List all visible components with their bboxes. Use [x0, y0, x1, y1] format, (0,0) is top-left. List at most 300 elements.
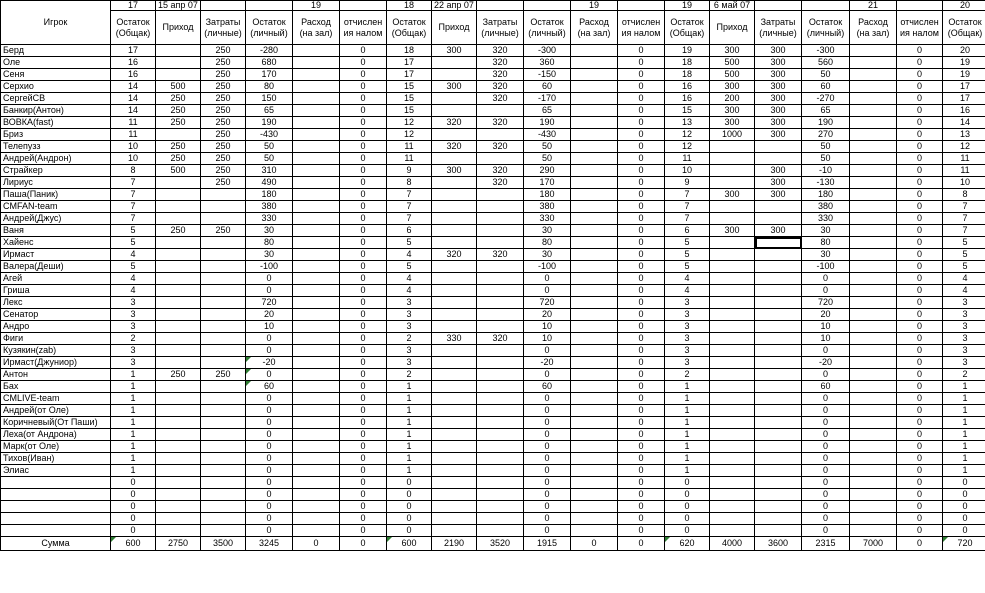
value-cell[interactable]: 0: [802, 393, 850, 405]
player-name-cell[interactable]: [1, 477, 111, 489]
value-cell[interactable]: 0: [897, 45, 943, 57]
value-cell[interactable]: 0: [618, 273, 665, 285]
value-cell[interactable]: 0: [802, 525, 850, 537]
value-cell[interactable]: -300: [524, 45, 571, 57]
value-cell[interactable]: 380: [802, 201, 850, 213]
value-cell[interactable]: 0: [897, 285, 943, 297]
value-cell[interactable]: 0: [340, 165, 387, 177]
value-cell[interactable]: 15: [387, 105, 432, 117]
value-cell[interactable]: [201, 405, 246, 417]
value-cell[interactable]: 19: [943, 57, 985, 69]
value-cell[interactable]: 0: [618, 189, 665, 201]
value-cell[interactable]: [432, 381, 477, 393]
value-cell[interactable]: [850, 105, 897, 117]
value-cell[interactable]: [293, 345, 340, 357]
value-cell[interactable]: [432, 525, 477, 537]
value-cell[interactable]: [755, 213, 802, 225]
value-cell[interactable]: 0: [340, 285, 387, 297]
value-cell[interactable]: [571, 93, 618, 105]
value-cell[interactable]: 7: [387, 201, 432, 213]
value-cell[interactable]: [293, 297, 340, 309]
value-cell[interactable]: 0: [897, 357, 943, 369]
value-cell[interactable]: 0: [618, 285, 665, 297]
value-cell[interactable]: 0: [340, 141, 387, 153]
value-cell[interactable]: [477, 393, 524, 405]
value-cell[interactable]: [156, 69, 201, 81]
player-name-cell[interactable]: Хайенс: [1, 237, 111, 249]
value-cell[interactable]: 0: [111, 525, 156, 537]
player-name-cell[interactable]: Андро: [1, 321, 111, 333]
value-cell[interactable]: 0: [802, 477, 850, 489]
value-cell[interactable]: [293, 273, 340, 285]
value-cell[interactable]: 0: [802, 369, 850, 381]
value-cell[interactable]: [710, 501, 755, 513]
value-cell[interactable]: [850, 165, 897, 177]
value-cell[interactable]: [710, 429, 755, 441]
sum-cell[interactable]: 620: [665, 537, 710, 551]
value-cell[interactable]: 0: [340, 369, 387, 381]
value-cell[interactable]: 7: [665, 189, 710, 201]
value-cell[interactable]: [755, 429, 802, 441]
player-name-cell[interactable]: Страйкер: [1, 165, 111, 177]
value-cell[interactable]: 0: [340, 321, 387, 333]
value-cell[interactable]: 0: [897, 69, 943, 81]
value-cell[interactable]: 16: [111, 57, 156, 69]
value-cell[interactable]: 0: [246, 345, 293, 357]
player-name-cell[interactable]: Лекс: [1, 297, 111, 309]
value-cell[interactable]: 0: [340, 129, 387, 141]
value-cell[interactable]: [293, 93, 340, 105]
value-cell[interactable]: [156, 501, 201, 513]
value-cell[interactable]: 65: [524, 105, 571, 117]
value-cell[interactable]: [477, 153, 524, 165]
value-cell[interactable]: [710, 309, 755, 321]
value-cell[interactable]: [755, 513, 802, 525]
value-cell[interactable]: 680: [246, 57, 293, 69]
top-cell[interactable]: 20: [943, 1, 985, 11]
value-cell[interactable]: [477, 381, 524, 393]
value-cell[interactable]: 0: [340, 189, 387, 201]
sum-cell[interactable]: 2315: [802, 537, 850, 551]
value-cell[interactable]: 0: [246, 489, 293, 501]
value-cell[interactable]: 16: [943, 105, 985, 117]
value-cell[interactable]: -430: [246, 129, 293, 141]
column-header[interactable]: отчислен ия налом: [340, 11, 387, 45]
value-cell[interactable]: 7: [111, 201, 156, 213]
value-cell[interactable]: 18: [665, 69, 710, 81]
value-cell[interactable]: 4: [387, 285, 432, 297]
value-cell[interactable]: 0: [618, 465, 665, 477]
value-cell[interactable]: 250: [156, 153, 201, 165]
value-cell[interactable]: [571, 153, 618, 165]
value-cell[interactable]: 1: [665, 429, 710, 441]
value-cell[interactable]: 0: [524, 441, 571, 453]
value-cell[interactable]: 0: [943, 477, 985, 489]
value-cell[interactable]: [156, 57, 201, 69]
value-cell[interactable]: 0: [665, 513, 710, 525]
value-cell[interactable]: -100: [246, 261, 293, 273]
value-cell[interactable]: 10: [802, 333, 850, 345]
value-cell[interactable]: 0: [618, 489, 665, 501]
value-cell[interactable]: 1: [387, 405, 432, 417]
value-cell[interactable]: 3: [111, 297, 156, 309]
value-cell[interactable]: 7: [111, 177, 156, 189]
value-cell[interactable]: [755, 333, 802, 345]
value-cell[interactable]: 30: [802, 249, 850, 261]
value-cell[interactable]: [432, 93, 477, 105]
value-cell[interactable]: [710, 153, 755, 165]
value-cell[interactable]: 4: [111, 273, 156, 285]
value-cell[interactable]: [432, 489, 477, 501]
value-cell[interactable]: [477, 297, 524, 309]
value-cell[interactable]: [850, 273, 897, 285]
value-cell[interactable]: -20: [802, 357, 850, 369]
value-cell[interactable]: 14: [111, 93, 156, 105]
value-cell[interactable]: [432, 189, 477, 201]
value-cell[interactable]: 1: [665, 465, 710, 477]
value-cell[interactable]: [432, 453, 477, 465]
value-cell[interactable]: -280: [246, 45, 293, 57]
value-cell[interactable]: [201, 489, 246, 501]
value-cell[interactable]: 12: [665, 129, 710, 141]
value-cell[interactable]: [710, 489, 755, 501]
value-cell[interactable]: 0: [897, 57, 943, 69]
value-cell[interactable]: [293, 501, 340, 513]
value-cell[interactable]: [477, 477, 524, 489]
value-cell[interactable]: 8: [111, 165, 156, 177]
player-name-cell[interactable]: Бриз: [1, 129, 111, 141]
value-cell[interactable]: 0: [340, 333, 387, 345]
value-cell[interactable]: 0: [524, 477, 571, 489]
value-cell[interactable]: [755, 261, 802, 273]
value-cell[interactable]: 320: [477, 81, 524, 93]
value-cell[interactable]: 11: [665, 153, 710, 165]
value-cell[interactable]: [201, 525, 246, 537]
player-name-cell[interactable]: Коричневый(От Паши): [1, 417, 111, 429]
value-cell[interactable]: [710, 321, 755, 333]
value-cell[interactable]: [755, 405, 802, 417]
value-cell[interactable]: [477, 189, 524, 201]
value-cell[interactable]: 3: [943, 345, 985, 357]
value-cell[interactable]: 0: [524, 285, 571, 297]
value-cell[interactable]: 320: [432, 249, 477, 261]
value-cell[interactable]: [755, 309, 802, 321]
value-cell[interactable]: 330: [524, 213, 571, 225]
value-cell[interactable]: 0: [340, 81, 387, 93]
value-cell[interactable]: -10: [802, 165, 850, 177]
player-name-cell[interactable]: Леха(от Андрона): [1, 429, 111, 441]
value-cell[interactable]: 1: [665, 393, 710, 405]
column-header[interactable]: Приход: [156, 11, 201, 45]
value-cell[interactable]: 2: [387, 369, 432, 381]
value-cell[interactable]: 0: [340, 441, 387, 453]
value-cell[interactable]: [432, 237, 477, 249]
value-cell[interactable]: [432, 369, 477, 381]
value-cell[interactable]: 720: [524, 297, 571, 309]
value-cell[interactable]: 1: [111, 417, 156, 429]
value-cell[interactable]: 14: [111, 81, 156, 93]
value-cell[interactable]: [571, 285, 618, 297]
column-header[interactable]: Остаток (Общак): [111, 11, 156, 45]
value-cell[interactable]: 1: [111, 465, 156, 477]
sum-cell[interactable]: 3520: [477, 537, 524, 551]
value-cell[interactable]: [571, 393, 618, 405]
value-cell[interactable]: -20: [246, 357, 293, 369]
value-cell[interactable]: [710, 273, 755, 285]
value-cell[interactable]: [201, 453, 246, 465]
value-cell[interactable]: 0: [897, 501, 943, 513]
value-cell[interactable]: 1: [111, 429, 156, 441]
value-cell[interactable]: 0: [665, 501, 710, 513]
value-cell[interactable]: 60: [524, 81, 571, 93]
value-cell[interactable]: [201, 357, 246, 369]
value-cell[interactable]: [710, 393, 755, 405]
player-name-cell[interactable]: СергейСВ: [1, 93, 111, 105]
value-cell[interactable]: -100: [524, 261, 571, 273]
value-cell[interactable]: 0: [246, 429, 293, 441]
value-cell[interactable]: 3: [943, 357, 985, 369]
value-cell[interactable]: [156, 417, 201, 429]
value-cell[interactable]: 3: [387, 321, 432, 333]
value-cell[interactable]: 0: [802, 441, 850, 453]
value-cell[interactable]: 0: [387, 489, 432, 501]
sum-cell[interactable]: 2750: [156, 537, 201, 551]
value-cell[interactable]: 300: [755, 117, 802, 129]
value-cell[interactable]: 320: [477, 249, 524, 261]
value-cell[interactable]: 18: [387, 45, 432, 57]
value-cell[interactable]: 500: [156, 81, 201, 93]
value-cell[interactable]: 10: [802, 321, 850, 333]
value-cell[interactable]: [477, 513, 524, 525]
value-cell[interactable]: 0: [897, 513, 943, 525]
player-name-cell[interactable]: Тихов(Иван): [1, 453, 111, 465]
value-cell[interactable]: [293, 45, 340, 57]
value-cell[interactable]: [156, 453, 201, 465]
value-cell[interactable]: [156, 129, 201, 141]
value-cell[interactable]: 1: [111, 405, 156, 417]
value-cell[interactable]: 0: [802, 453, 850, 465]
value-cell[interactable]: 3: [387, 309, 432, 321]
value-cell[interactable]: 250: [156, 93, 201, 105]
value-cell[interactable]: 0: [897, 321, 943, 333]
value-cell[interactable]: 50: [802, 141, 850, 153]
value-cell[interactable]: [201, 273, 246, 285]
value-cell[interactable]: [571, 81, 618, 93]
value-cell[interactable]: 1: [387, 441, 432, 453]
value-cell[interactable]: 15: [387, 93, 432, 105]
value-cell[interactable]: [477, 369, 524, 381]
value-cell[interactable]: 0: [618, 417, 665, 429]
value-cell[interactable]: 4: [387, 273, 432, 285]
value-cell[interactable]: [201, 285, 246, 297]
value-cell[interactable]: [850, 297, 897, 309]
value-cell[interactable]: 0: [340, 105, 387, 117]
value-cell[interactable]: [571, 441, 618, 453]
value-cell[interactable]: [477, 213, 524, 225]
value-cell[interactable]: [710, 345, 755, 357]
value-cell[interactable]: 5: [111, 261, 156, 273]
value-cell[interactable]: 0: [618, 405, 665, 417]
value-cell[interactable]: 0: [618, 453, 665, 465]
value-cell[interactable]: 0: [246, 513, 293, 525]
value-cell[interactable]: 0: [618, 261, 665, 273]
value-cell[interactable]: [477, 357, 524, 369]
value-cell[interactable]: 50: [246, 153, 293, 165]
value-cell[interactable]: 250: [156, 117, 201, 129]
value-cell[interactable]: -270: [802, 93, 850, 105]
value-cell[interactable]: 300: [755, 189, 802, 201]
value-cell[interactable]: [156, 261, 201, 273]
value-cell[interactable]: [755, 357, 802, 369]
value-cell[interactable]: 1: [943, 465, 985, 477]
value-cell[interactable]: [432, 105, 477, 117]
value-cell[interactable]: 0: [943, 489, 985, 501]
value-cell[interactable]: [850, 501, 897, 513]
value-cell[interactable]: 320: [477, 165, 524, 177]
value-cell[interactable]: [293, 249, 340, 261]
value-cell[interactable]: 1: [111, 441, 156, 453]
value-cell[interactable]: 65: [246, 105, 293, 117]
value-cell[interactable]: [710, 381, 755, 393]
value-cell[interactable]: [201, 321, 246, 333]
value-cell[interactable]: 0: [524, 513, 571, 525]
value-cell[interactable]: 190: [802, 117, 850, 129]
value-cell[interactable]: 310: [246, 165, 293, 177]
value-cell[interactable]: 0: [340, 201, 387, 213]
value-cell[interactable]: 7: [665, 213, 710, 225]
value-cell[interactable]: 0: [897, 477, 943, 489]
value-cell[interactable]: [850, 285, 897, 297]
value-cell[interactable]: [850, 69, 897, 81]
value-cell[interactable]: [293, 141, 340, 153]
value-cell[interactable]: 65: [802, 105, 850, 117]
value-cell[interactable]: [201, 501, 246, 513]
value-cell[interactable]: [850, 357, 897, 369]
player-name-cell[interactable]: Ваня: [1, 225, 111, 237]
player-name-cell[interactable]: Лириус: [1, 177, 111, 189]
value-cell[interactable]: 1: [387, 453, 432, 465]
value-cell[interactable]: 1: [111, 381, 156, 393]
value-cell[interactable]: 10: [665, 165, 710, 177]
player-name-cell[interactable]: Серхио: [1, 81, 111, 93]
value-cell[interactable]: [432, 513, 477, 525]
value-cell[interactable]: [293, 477, 340, 489]
value-cell[interactable]: 5: [665, 237, 710, 249]
player-name-cell[interactable]: Оле: [1, 57, 111, 69]
value-cell[interactable]: [477, 453, 524, 465]
value-cell[interactable]: [755, 141, 802, 153]
value-cell[interactable]: [156, 177, 201, 189]
value-cell[interactable]: [850, 141, 897, 153]
value-cell[interactable]: -300: [802, 45, 850, 57]
value-cell[interactable]: 720: [802, 297, 850, 309]
value-cell[interactable]: [755, 153, 802, 165]
value-cell[interactable]: [156, 525, 201, 537]
value-cell[interactable]: 720: [246, 297, 293, 309]
value-cell[interactable]: 0: [524, 453, 571, 465]
value-cell[interactable]: 500: [710, 57, 755, 69]
sum-cell[interactable]: 0: [293, 537, 340, 551]
value-cell[interactable]: 0: [897, 249, 943, 261]
value-cell[interactable]: [850, 45, 897, 57]
value-cell[interactable]: [755, 369, 802, 381]
player-name-cell[interactable]: Гриша: [1, 285, 111, 297]
player-name-cell[interactable]: Андрей(Андрон): [1, 153, 111, 165]
value-cell[interactable]: 0: [897, 369, 943, 381]
value-cell[interactable]: 190: [246, 117, 293, 129]
value-cell[interactable]: [850, 225, 897, 237]
value-cell[interactable]: 320: [477, 45, 524, 57]
value-cell[interactable]: 19: [943, 69, 985, 81]
value-cell[interactable]: [850, 201, 897, 213]
value-cell[interactable]: 0: [340, 225, 387, 237]
value-cell[interactable]: [755, 321, 802, 333]
value-cell[interactable]: [156, 405, 201, 417]
column-header[interactable]: Остаток (Общак): [665, 11, 710, 45]
value-cell[interactable]: [710, 465, 755, 477]
value-cell[interactable]: 0: [897, 237, 943, 249]
value-cell[interactable]: 250: [156, 369, 201, 381]
sum-cell[interactable]: 720: [943, 537, 985, 551]
value-cell[interactable]: 250: [201, 177, 246, 189]
value-cell[interactable]: 5: [665, 249, 710, 261]
value-cell[interactable]: 0: [665, 489, 710, 501]
value-cell[interactable]: [156, 489, 201, 501]
value-cell[interactable]: 12: [387, 117, 432, 129]
value-cell[interactable]: [710, 249, 755, 261]
value-cell[interactable]: 1: [943, 393, 985, 405]
value-cell[interactable]: 0: [387, 501, 432, 513]
value-cell[interactable]: 300: [755, 105, 802, 117]
value-cell[interactable]: 60: [802, 81, 850, 93]
value-cell[interactable]: [156, 477, 201, 489]
value-cell[interactable]: [755, 477, 802, 489]
value-cell[interactable]: 300: [755, 69, 802, 81]
value-cell[interactable]: [477, 441, 524, 453]
value-cell[interactable]: 320: [477, 117, 524, 129]
value-cell[interactable]: [293, 321, 340, 333]
value-cell[interactable]: 180: [524, 189, 571, 201]
value-cell[interactable]: 10: [111, 153, 156, 165]
value-cell[interactable]: [710, 297, 755, 309]
value-cell[interactable]: [755, 237, 802, 249]
value-cell[interactable]: [571, 117, 618, 129]
value-cell[interactable]: 0: [802, 405, 850, 417]
value-cell[interactable]: [710, 237, 755, 249]
value-cell[interactable]: [477, 417, 524, 429]
value-cell[interactable]: 13: [665, 117, 710, 129]
value-cell[interactable]: [156, 357, 201, 369]
value-cell[interactable]: 0: [340, 477, 387, 489]
value-cell[interactable]: 5: [943, 237, 985, 249]
value-cell[interactable]: 300: [710, 81, 755, 93]
sum-cell[interactable]: 600: [111, 537, 156, 551]
sum-cell[interactable]: 3600: [755, 537, 802, 551]
value-cell[interactable]: [850, 417, 897, 429]
value-cell[interactable]: 5: [665, 261, 710, 273]
value-cell[interactable]: 0: [524, 405, 571, 417]
value-cell[interactable]: 3: [943, 321, 985, 333]
value-cell[interactable]: 0: [897, 381, 943, 393]
value-cell[interactable]: [432, 441, 477, 453]
value-cell[interactable]: 0: [897, 453, 943, 465]
value-cell[interactable]: [571, 477, 618, 489]
value-cell[interactable]: [755, 285, 802, 297]
value-cell[interactable]: 18: [665, 57, 710, 69]
value-cell[interactable]: 17: [943, 81, 985, 93]
value-cell[interactable]: 300: [755, 93, 802, 105]
value-cell[interactable]: [710, 177, 755, 189]
